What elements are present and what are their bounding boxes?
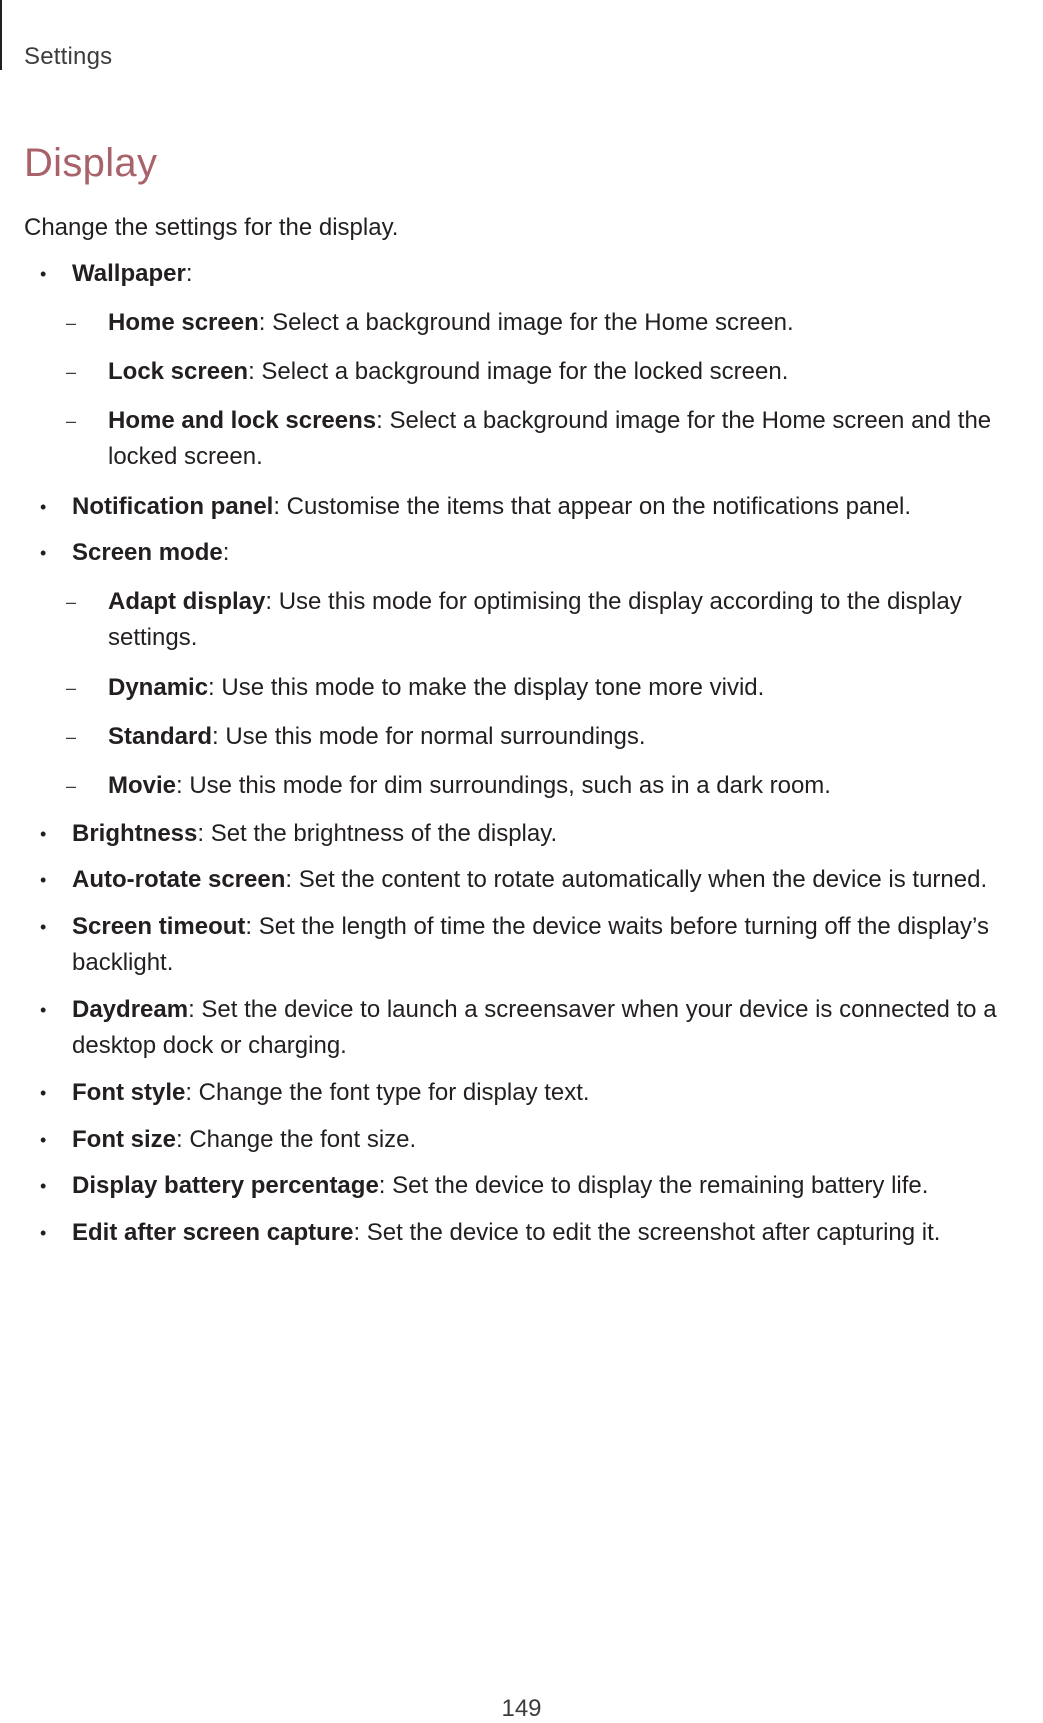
- list-item-home-screen: [66, 305, 1043, 341]
- bullet-icon: •: [40, 1176, 47, 1196]
- bullet-icon: •: [40, 870, 47, 890]
- list-item-wallpaper: [40, 256, 1043, 292]
- item-description-continued: backlight.: [72, 949, 174, 976]
- list-item-movie: [66, 768, 1043, 804]
- item-description: : Use this mode for dim surroundings, such as in a dark room.: [176, 772, 831, 799]
- bullet-icon: •: [40, 264, 47, 284]
- item-term: Notification panel: [72, 493, 274, 520]
- list-item-display-battery-percentage: [40, 1168, 1043, 1204]
- dash-icon: –: [66, 411, 77, 431]
- item-term: Screen mode: [72, 539, 223, 566]
- bullet-icon: •: [40, 1223, 47, 1243]
- item-term: Edit after screen capture: [72, 1219, 354, 1246]
- bullet-icon: •: [40, 497, 47, 517]
- list-item-home-and-lock-screens: [66, 403, 1043, 475]
- item-description: : Change the font size.: [176, 1126, 417, 1153]
- item-description: : Set the length of time the device waits before turning off the display’s: [245, 913, 989, 940]
- dash-icon: –: [66, 678, 77, 698]
- list-item-standard: [66, 719, 1043, 755]
- item-description-continued: locked screen.: [108, 443, 263, 470]
- list-item-screen-mode: [40, 535, 1043, 571]
- item-description-continued: settings.: [108, 624, 198, 651]
- item-description: : Set the device to display the remaining battery life.: [378, 1172, 929, 1199]
- list-item-screen-timeout: [40, 909, 1043, 981]
- dash-icon: –: [66, 592, 77, 612]
- item-description: :: [222, 539, 230, 566]
- page-edge-marker: [0, 0, 2, 70]
- item-term: Home screen: [108, 309, 259, 336]
- bullet-icon: •: [40, 1130, 47, 1150]
- item-description: :: [185, 260, 193, 287]
- item-term: Font style: [72, 1079, 186, 1106]
- list-item-font-style: [40, 1075, 1043, 1111]
- bullet-icon: •: [40, 917, 47, 937]
- item-term: Lock screen: [108, 358, 249, 385]
- item-term: Dynamic: [108, 674, 209, 701]
- list-item-notification-panel: [40, 489, 1043, 525]
- list-item-lock-screen: [66, 354, 1043, 390]
- dash-icon: –: [66, 776, 77, 796]
- item-term: Screen timeout: [72, 913, 246, 940]
- page-title: Display: [24, 141, 158, 185]
- list-item-auto-rotate-screen: [40, 862, 1043, 898]
- item-term: Font size: [72, 1126, 177, 1153]
- bullet-icon: •: [40, 1000, 47, 1020]
- item-description: : Customise the items that appear on the notifications panel.: [273, 493, 912, 520]
- item-term: Adapt display: [108, 588, 266, 615]
- bullet-icon: •: [40, 824, 47, 844]
- list-item-daydream: [40, 992, 1043, 1064]
- list-item-adapt-display: [66, 584, 1043, 656]
- item-term: Brightness: [72, 820, 198, 847]
- item-term: Home and lock screens: [108, 407, 377, 434]
- item-description: : Set the brightness of the display.: [197, 820, 558, 847]
- item-term: Daydream: [72, 996, 189, 1023]
- intro-text: Change the settings for the display.: [24, 214, 399, 241]
- item-description: : Select a background image for the Home screen.: [258, 309, 794, 336]
- dash-icon: –: [66, 727, 77, 747]
- bullet-icon: •: [40, 543, 47, 563]
- bullet-icon: •: [40, 1083, 47, 1103]
- item-term: Wallpaper: [72, 260, 186, 287]
- page-number: 149: [501, 1695, 542, 1722]
- item-description: : Use this mode to make the display tone more vivid.: [208, 674, 765, 701]
- item-description: : Set the device to launch a screensaver when your device is connected to a: [188, 996, 997, 1023]
- item-description: : Change the font type for display text.: [185, 1079, 590, 1106]
- item-term: Movie: [108, 772, 177, 799]
- list-item-brightness: [40, 816, 1043, 852]
- list-item-edit-after-screen-capture: [40, 1215, 1043, 1251]
- item-description-continued: desktop dock or charging.: [72, 1032, 347, 1059]
- section-header: Settings: [24, 43, 113, 70]
- item-description: : Set the content to rotate automatically when the device is turned.: [285, 866, 988, 893]
- item-term: Auto-rotate screen: [72, 866, 286, 893]
- dash-icon: –: [66, 362, 77, 382]
- item-description: : Select a background image for the locked screen.: [248, 358, 789, 385]
- item-description: : Set the device to edit the screenshot after capturing it.: [353, 1219, 941, 1246]
- item-description: : Use this mode for optimising the display according to the display: [265, 588, 962, 615]
- list-item-dynamic: [66, 670, 1043, 706]
- dash-icon: –: [66, 313, 77, 333]
- item-term: Standard: [108, 723, 213, 750]
- item-description: : Select a background image for the Home screen and the: [376, 407, 992, 434]
- list-item-font-size: [40, 1122, 1043, 1158]
- item-description: : Use this mode for normal surroundings.: [212, 723, 646, 750]
- item-term: Display battery percentage: [72, 1172, 379, 1199]
